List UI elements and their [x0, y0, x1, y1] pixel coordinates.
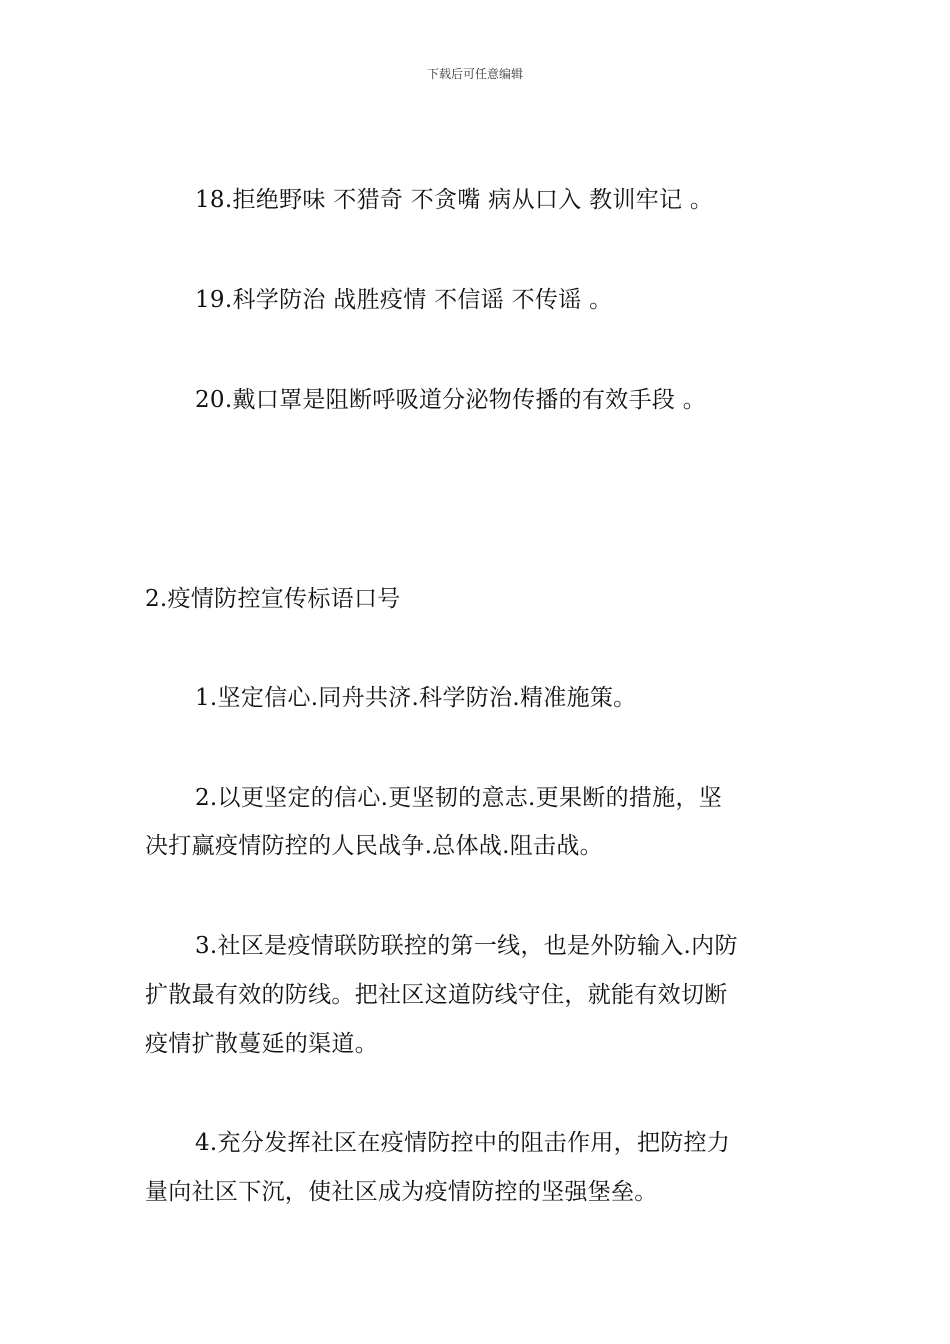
- slogan-line-19: 19.科学防治 战胜疫情 不信谣 不传谣 。: [195, 287, 613, 313]
- paragraph-3-line-2: 扩散最有效的防线。把社区这道防线守住，就能有效切断: [145, 982, 728, 1008]
- slogan-line-20: 20.戴口罩是阻断呼吸道分泌物传播的有效手段 。: [195, 387, 707, 413]
- paragraph-1-line-1: 1.坚定信心.同舟共济.科学防治.精准施策。: [195, 685, 637, 711]
- paragraph-2-line-1: 2.以更坚定的信心.更坚韧的意志.更果断的措施，坚: [195, 785, 723, 811]
- page-header: 下载后可任意编辑: [426, 67, 523, 81]
- paragraph-3-line-1: 3.社区是疫情联防联控的第一线，也是外防输入.内防: [195, 933, 738, 959]
- paragraph-4-line-1: 4.充分发挥社区在疫情防控中的阻击作用，把防控力: [195, 1130, 731, 1156]
- paragraph-3-line-3: 疫情扩散蔓延的渠道。: [145, 1031, 378, 1057]
- slogan-line-18: 18.拒绝野味 不猎奇 不贪嘴 病从口入 教训牢记 。: [195, 187, 714, 213]
- paragraph-2-line-2: 决打赢疫情防控的人民战争.总体战.阻击战。: [145, 833, 603, 859]
- paragraph-4-line-2: 量向社区下沉，使社区成为疫情防控的坚强堡垒。: [145, 1179, 658, 1205]
- section-heading: 2.疫情防控宣传标语口号: [145, 586, 401, 612]
